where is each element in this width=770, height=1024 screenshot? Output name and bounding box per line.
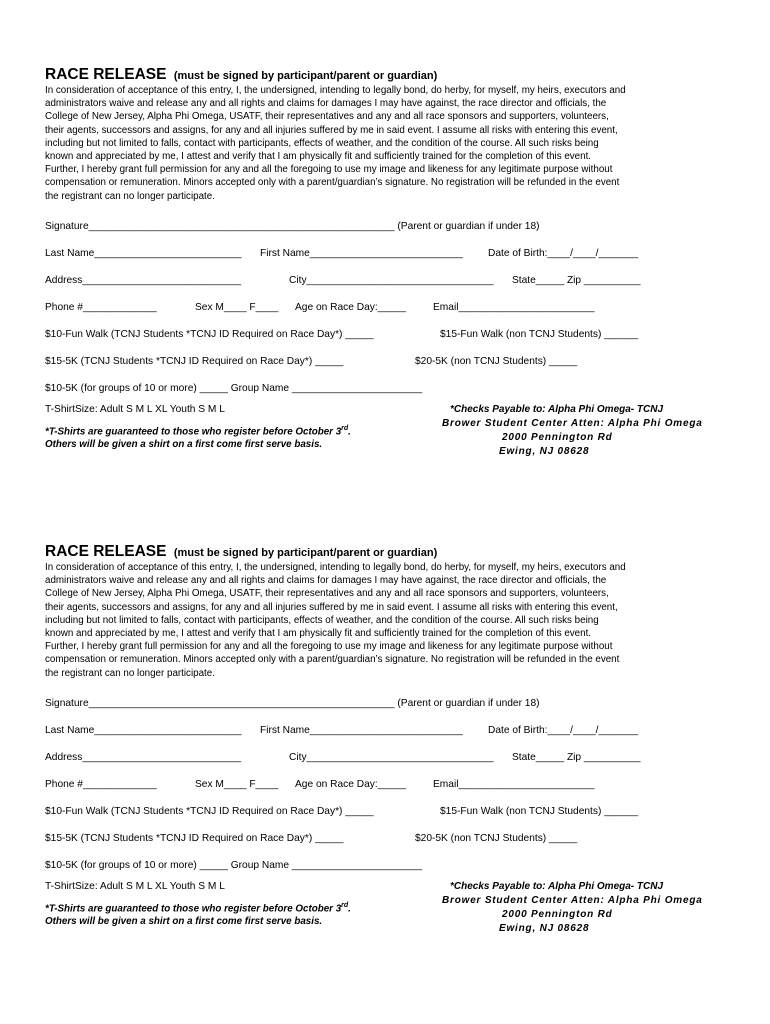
paragraph-line: In consideration of acceptance of this entry, I, the undersigned, intending to legally bond, do herby, for myself, my heirs, executors and	[45, 562, 626, 573]
city-field[interactable]: City_________________________________	[289, 751, 494, 763]
signature-field[interactable]: Signature______________________________________________________ (Parent or guardian if under 18)	[45, 697, 540, 709]
checks-payable-text: *Checks Payable to: Alpha Phi Omega- TCNJ	[450, 403, 664, 415]
address-row	[45, 751, 735, 764]
form-subtitle: (must be signed by participant/parent or guardian)	[173, 547, 438, 559]
paragraph-line: College of New Jersey, Alpha Phi Omega, USATF, their representatives and any and all race sponsors and supporters, volunteers,	[45, 111, 609, 123]
name-row	[45, 247, 735, 260]
address-field[interactable]: Address____________________________	[45, 751, 242, 763]
form-title: RACE RELEASE	[45, 543, 167, 560]
five-k-non-tcnj-option[interactable]: $20-5K (non TCNJ Students) _____	[415, 832, 578, 844]
five-k-row	[45, 832, 735, 845]
group-option-field[interactable]: $10-5K (for groups of 10 or more) _____ Group Name _______________________	[45, 382, 423, 394]
mailing-address-line-2: 2000 Pennington Rd	[502, 908, 613, 920]
form-header	[45, 543, 735, 561]
race-release-form-1	[45, 66, 735, 460]
fun-walk-non-tcnj-option[interactable]: $15-Fun Walk (non TCNJ Students) ______	[440, 328, 639, 340]
date-of-birth-field[interactable]: Date of Birth:____/____/_______	[488, 724, 639, 736]
bottom-section	[45, 404, 735, 460]
paragraph-line: compensation or remuneration. Minors accepted only with a parent/guardian’s signature. No registration will be refunded in the event	[45, 177, 620, 189]
five-k-non-tcnj-option[interactable]: $20-5K (non TCNJ Students) _____	[415, 355, 578, 367]
phone-field[interactable]: Phone #_____________	[45, 301, 157, 313]
fun-walk-row	[45, 805, 735, 818]
contact-row	[45, 301, 735, 314]
age-field[interactable]: Age on Race Day:_____	[295, 778, 407, 790]
address-field[interactable]: Address____________________________	[45, 274, 242, 286]
paragraph-line: Further, I hereby grant full permission for any and all the foregoing to use my image and likeness for any legitimate purpose without	[45, 641, 613, 653]
state-zip-field[interactable]: State_____ Zip __________	[512, 274, 641, 286]
release-paragraph	[45, 561, 735, 680]
city-field[interactable]: City_________________________________	[289, 274, 494, 286]
paragraph-line: administrators waive and release any and all rights and claims for damages I may have against, the race director and officials, the	[45, 575, 607, 587]
paragraph-line: including but not limited to falls, contact with participants, effects of weather, and the condition of the course. All such risks being	[45, 137, 599, 149]
tshirt-note-line-1: *T-Shirts are guaranteed to those who register before October 3rd.	[45, 424, 351, 438]
release-paragraph	[45, 84, 735, 203]
race-release-form-2	[45, 543, 735, 937]
paragraph-line: compensation or remuneration. Minors accepted only with a parent/guardian’s signature. No registration will be refunded in the event	[45, 654, 620, 666]
tshirt-note-line-1: *T-Shirts are guaranteed to those who register before October 3rd.	[45, 901, 351, 915]
email-field[interactable]: Email________________________	[433, 301, 595, 313]
mailing-address-line-3: Ewing, NJ 08628	[499, 445, 590, 457]
tshirt-note-line-2: Others will be given a shirt on a first come first serve basis.	[45, 915, 323, 927]
bottom-section	[45, 881, 735, 937]
five-k-tcnj-option[interactable]: $15-5K (TCNJ Students *TCNJ ID Required on Race Day*) _____	[45, 832, 344, 844]
checks-payable-text: *Checks Payable to: Alpha Phi Omega- TCNJ	[450, 880, 664, 892]
form-title: RACE RELEASE	[45, 66, 167, 83]
mailing-address-line-3: Ewing, NJ 08628	[499, 922, 590, 934]
paragraph-line: their agents, successors and assigns, for any and all injuries suffered by me in said event. I assume all risks with entering this event,	[45, 124, 618, 136]
paragraph-line: known and appreciated by me, I attest and verify that I am physically fit and sufficiently trained for the completion of this event.	[45, 628, 592, 640]
paragraph-line: the registrant can no longer participate.	[45, 667, 215, 679]
group-row	[45, 859, 735, 872]
fun-walk-tcnj-option[interactable]: $10-Fun Walk (TCNJ Students *TCNJ ID Required on Race Day*) _____	[45, 328, 374, 340]
form-subtitle: (must be signed by participant/parent or guardian)	[173, 70, 438, 82]
five-k-tcnj-option[interactable]: $15-5K (TCNJ Students *TCNJ ID Required on Race Day*) _____	[45, 355, 344, 367]
last-name-field[interactable]: Last Name__________________________	[45, 247, 242, 259]
paragraph-line: Further, I hereby grant full permission for any and all the foregoing to use my image and likeness for any legitimate purpose without	[45, 164, 613, 176]
fun-walk-non-tcnj-option[interactable]: $15-Fun Walk (non TCNJ Students) ______	[440, 805, 639, 817]
sex-field[interactable]: Sex M____ F____	[195, 778, 279, 790]
name-row	[45, 724, 735, 737]
tshirt-note-line-2: Others will be given a shirt on a first come first serve basis.	[45, 438, 323, 450]
signature-row	[45, 220, 735, 233]
group-row	[45, 382, 735, 395]
signature-row	[45, 697, 735, 710]
paragraph-line: In consideration of acceptance of this entry, I, the undersigned, intending to legally bond, do herby, for myself, my heirs, executors and	[45, 85, 626, 96]
last-name-field[interactable]: Last Name__________________________	[45, 724, 242, 736]
five-k-row	[45, 355, 735, 368]
paragraph-line: including but not limited to falls, contact with participants, effects of weather, and the condition of the course. All such risks being	[45, 614, 599, 626]
fun-walk-tcnj-option[interactable]: $10-Fun Walk (TCNJ Students *TCNJ ID Required on Race Day*) _____	[45, 805, 374, 817]
paragraph-line: their agents, successors and assigns, for any and all injuries suffered by me in said event. I assume all risks with entering this event,	[45, 601, 618, 613]
mailing-address-line-2: 2000 Pennington Rd	[502, 431, 613, 443]
phone-field[interactable]: Phone #_____________	[45, 778, 157, 790]
contact-row	[45, 778, 735, 791]
tshirt-size-field[interactable]: T-ShirtSize: Adult S M L XL Youth S M L	[45, 880, 225, 892]
first-name-field[interactable]: First Name___________________________	[260, 247, 463, 259]
age-field[interactable]: Age on Race Day:_____	[295, 301, 407, 313]
state-zip-field[interactable]: State_____ Zip __________	[512, 751, 641, 763]
fun-walk-row	[45, 328, 735, 341]
first-name-field[interactable]: First Name___________________________	[260, 724, 463, 736]
paragraph-line: the registrant can no longer participate.	[45, 190, 215, 202]
sex-field[interactable]: Sex M____ F____	[195, 301, 279, 313]
group-option-field[interactable]: $10-5K (for groups of 10 or more) _____ Group Name _______________________	[45, 859, 423, 871]
form-header	[45, 66, 735, 84]
signature-field[interactable]: Signature______________________________________________________ (Parent or guardian if under 18)	[45, 220, 540, 232]
tshirt-size-field[interactable]: T-ShirtSize: Adult S M L XL Youth S M L	[45, 403, 225, 415]
paragraph-line: administrators waive and release any and all rights and claims for damages I may have against, the race director and officials, the	[45, 98, 607, 110]
email-field[interactable]: Email________________________	[433, 778, 595, 790]
date-of-birth-field[interactable]: Date of Birth:____/____/_______	[488, 247, 639, 259]
address-row	[45, 274, 735, 287]
mailing-address-line-1: Brower Student Center Atten: Alpha Phi Omega	[442, 894, 703, 906]
mailing-address-line-1: Brower Student Center Atten: Alpha Phi Omega	[442, 417, 703, 429]
paragraph-line: known and appreciated by me, I attest and verify that I am physically fit and sufficiently trained for the completion of this event.	[45, 151, 592, 163]
paragraph-line: College of New Jersey, Alpha Phi Omega, USATF, their representatives and any and all race sponsors and supporters, volunteers,	[45, 588, 609, 600]
